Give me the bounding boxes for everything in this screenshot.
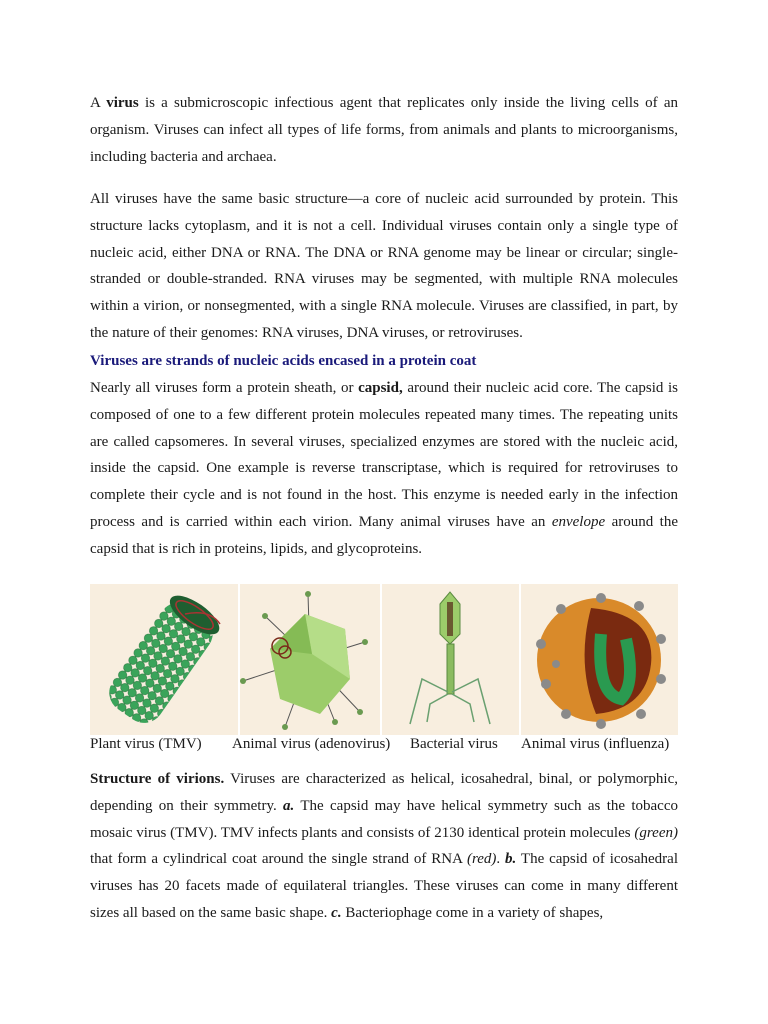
italic-green: (green) (634, 824, 678, 841)
term-virus: virus (106, 95, 139, 111)
term-envelope: envelope (551, 513, 606, 530)
italic-red: (red) (466, 851, 497, 868)
adenovirus-illustration (240, 584, 382, 735)
caption-adenovirus: Animal virus (adenovirus) (232, 736, 391, 752)
caption-influenza: Animal virus (influenza) (521, 736, 670, 752)
intro-paragraph (90, 90, 678, 170)
text: that form a cylindrical coat around the single strand of RNA (90, 851, 467, 868)
text: . (496, 851, 506, 868)
caption-bacterial-virus: Bacterial virus (410, 736, 498, 752)
influenza-illustration (521, 584, 678, 735)
caption-plant-virus: Plant virus (TMV) (90, 736, 202, 752)
text: A (90, 95, 107, 111)
text: around the capsid that is rich in proteins, lipids, and glycoproteins. (90, 513, 678, 557)
text: Bacteriophage come in a variety of shapes, (341, 904, 604, 921)
text: around their nucleic acid core. The capsid is composed of one to a few different protein molecules repeated many times. The repeating units are called capsomeres. In several viruses, specialized enzymes are stored with the nucleic acid, inside the capsid. One example is reverse transcriptase, which is required for retroviruses to complete their cycle and is not found in the host. This enzyme is needed early in the infection process and is carried within each virion. Many animal viruses have an (90, 380, 678, 530)
text: Nearly all viruses form a protein sheath, or (90, 380, 359, 396)
text: The capsid of icosahedral viruses has 20 facets made of equilateral triangles. These viruses can come in many different sizes all based on the same basic shape. (90, 851, 678, 921)
text: Viruses are characterized as helical, icosahedral, binal, or polymorphic, depending on their symmetry. (90, 771, 678, 814)
term-structure-of-virions: Structure of virions. (90, 771, 225, 787)
text: is a submicroscopic infectious agent that replicates only inside the living cells of an organism. Viruses can infect all types of life forms, from animals and plants to microorganisms, including bacteria and archaea. (90, 95, 678, 165)
section-heading: Viruses are strands of nucleic acids encased in a protein coat (90, 353, 477, 369)
text: The capsid may have helical symmetry such as the tobacco mosaic virus (TMV). TMV infects plants and consists of 2130 identical protein molecules (90, 797, 678, 841)
virus-figure (90, 584, 678, 735)
label-b: b. (505, 851, 517, 868)
structure-paragraph: All viruses have the same basic structure—a core of nucleic acid surrounded by protein. This structure lacks cytoplasm, and it is not a cell. Individual viruses contain only a single type of nucleic acid, either DNA or RNA. The DNA or RNA genome may be linear or circular; single-stranded or double-stranded. RNA viruses may be segmented, with multiple RNA molecules within a virion, or nonsegmented, with a single RNA molecule. Viruses are classified, in part, by the nature of their genomes: RNA viruses, DNA viruses, or retroviruses. (90, 191, 678, 341)
bacteriophage-illustration (382, 584, 521, 735)
virion-structure-paragraph (90, 766, 678, 927)
term-capsid: capsid, (358, 380, 403, 396)
tmv-illustration (90, 584, 240, 735)
capsid-paragraph (90, 375, 678, 563)
label-c: c. (331, 904, 342, 921)
label-a: a. (283, 797, 295, 814)
